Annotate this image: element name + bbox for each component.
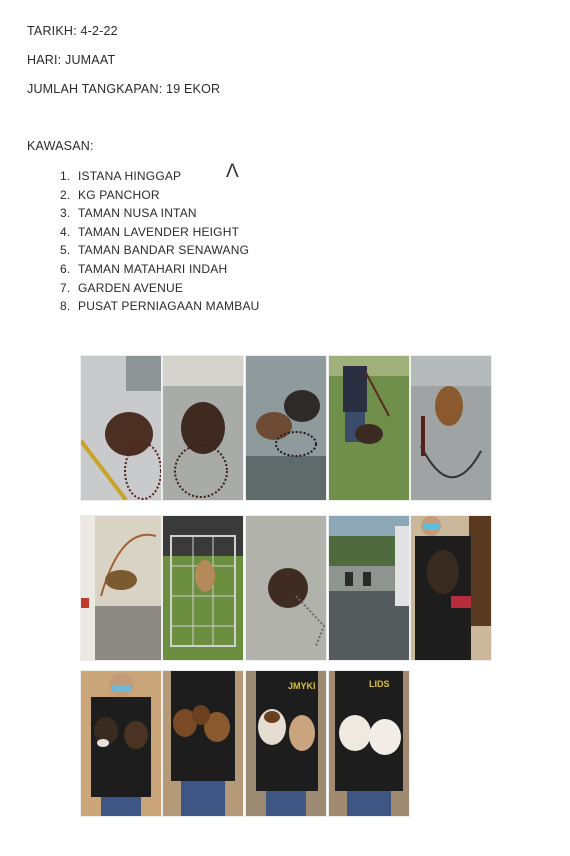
photo-dog-on-road bbox=[410, 355, 492, 501]
handwritten-mark: Λ bbox=[226, 161, 239, 182]
area-item: 1. ISTANA HINGGAP bbox=[74, 167, 260, 186]
photo-dog-under-trap bbox=[80, 515, 162, 661]
area-item: 3. TAMAN NUSA INTAN bbox=[74, 204, 260, 223]
photo-man-holding-white-puppies bbox=[328, 670, 410, 817]
photo-man-holding-puppies-1 bbox=[80, 670, 162, 817]
photo-dog-in-trap-1 bbox=[80, 355, 162, 501]
shirt-text: JMYKI bbox=[288, 681, 316, 691]
area-item: 4. TAMAN LAVENDER HEIGHT bbox=[74, 223, 260, 242]
photo-dog-in-cage bbox=[162, 515, 244, 661]
area-item: 2. KG PANCHOR bbox=[74, 186, 260, 205]
photo-road-with-people bbox=[328, 515, 410, 661]
area-item: 7. GARDEN AVENUE bbox=[74, 279, 260, 298]
photo-dog-on-ground bbox=[245, 515, 327, 661]
photo-man-holding-puppies-3 bbox=[245, 670, 327, 817]
photo-man-carrying-trap bbox=[328, 355, 410, 501]
area-list bbox=[34, 167, 260, 316]
area-item: 6. TAMAN MATAHARI INDAH bbox=[74, 260, 260, 279]
date-field: TARIKH: 4-2-22 bbox=[27, 24, 118, 38]
shirt-text: LIDS bbox=[369, 679, 390, 689]
area-label: KAWASAN: bbox=[27, 139, 94, 153]
photo-man-holding-puppies-2 bbox=[162, 670, 244, 817]
day-field: HARI: JUMAAT bbox=[27, 53, 116, 67]
photo-man-holding-puppy bbox=[410, 515, 492, 661]
area-item: 8. PUSAT PERNIAGAAN MAMBAU bbox=[74, 297, 260, 316]
photo-dog-in-trap-3 bbox=[245, 355, 327, 501]
photo-dog-in-trap-2 bbox=[162, 355, 244, 501]
catch-count-field: JUMLAH TANGKAPAN: 19 EKOR bbox=[27, 82, 221, 96]
area-item: 5. TAMAN BANDAR SENAWANG bbox=[74, 241, 260, 260]
